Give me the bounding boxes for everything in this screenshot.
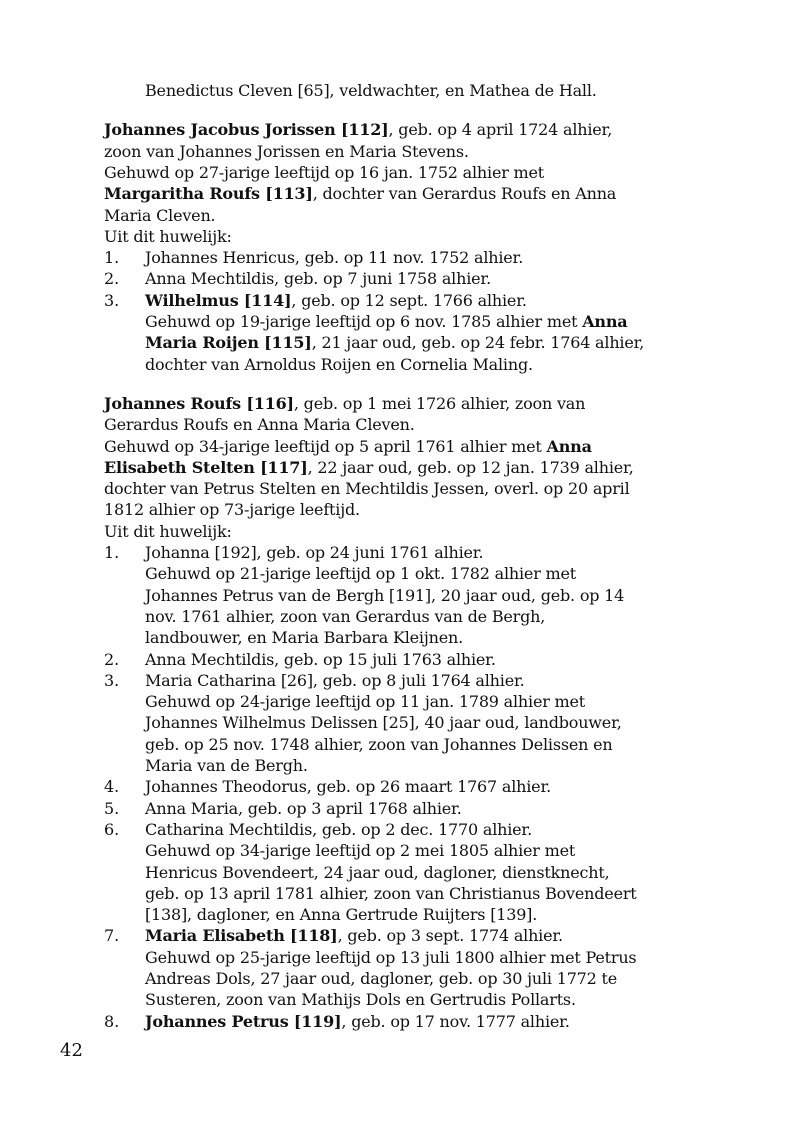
text-line bbox=[104, 205, 215, 226]
list-item-text bbox=[145, 247, 523, 268]
text-run: , geb. op 4 april 1724 alhier, bbox=[388, 120, 613, 140]
text-line bbox=[104, 226, 232, 247]
list-item-text bbox=[145, 798, 462, 819]
text-run: Johannes Petrus van de Bergh [191], 20 jaar oud, geb. op 14 bbox=[145, 585, 625, 605]
text-line bbox=[145, 904, 537, 925]
text-line bbox=[104, 457, 634, 478]
text-run: Gehuwd op 19-jarige leeftijd op 6 nov. 1785 alhier met bbox=[145, 312, 583, 331]
text-line bbox=[104, 119, 612, 140]
text-run: nov. 1761 alhier, zoon van Gerardus van de Bergh, bbox=[145, 606, 546, 626]
text-run: Gehuwd op 34-jarige leeftijd op 5 april 1761 alhier met bbox=[104, 436, 547, 456]
text-run: Henricus Bovendeert, 24 jaar oud, dagloner, dienstknecht, bbox=[145, 862, 610, 882]
text-run: landbouwer, en Maria Barbara Kleijnen. bbox=[145, 628, 463, 648]
bold-name: Johannes Roufs [116] bbox=[104, 393, 294, 413]
bold-name: Johannes Jacobus Jorissen [112] bbox=[104, 120, 389, 140]
list-item-text bbox=[145, 925, 563, 946]
text-line bbox=[145, 734, 613, 755]
text-run: , 22 jaar oud, geb. op 12 jan. 1739 alhier, bbox=[307, 457, 634, 477]
bold-name: Margaritha Roufs [113] bbox=[104, 184, 313, 204]
text-run: [138], dagloner, en Anna Gertrude Ruijters [139]. bbox=[145, 905, 538, 925]
text-line bbox=[104, 521, 232, 542]
text-line bbox=[145, 712, 622, 733]
text-run: Susteren, zoon van Mathijs Dols en Gertrudis Pollarts. bbox=[145, 990, 576, 1010]
text-run: 1812 alhier op 73-jarige leeftijd. bbox=[104, 500, 360, 520]
list-item-text bbox=[145, 776, 551, 797]
text-run: Maria van de Bergh. bbox=[145, 756, 308, 775]
text-run: Anna Mechtildis, geb. op 7 juni 1758 alhier. bbox=[145, 269, 491, 289]
bold-name: Elisabeth Stelten [117] bbox=[104, 457, 308, 477]
text-line bbox=[145, 947, 636, 968]
text-run: Johannes Wilhelmus Delissen [25], 40 jaar oud, landbouwer, bbox=[145, 713, 622, 733]
text-run: Johannes Henricus, geb. op 11 nov. 1752 alhier. bbox=[145, 248, 524, 268]
text-line bbox=[145, 563, 576, 584]
bold-name: Wilhelmus [114] bbox=[145, 290, 292, 310]
text-line bbox=[145, 755, 308, 776]
text-run: Gehuwd op 34-jarige leeftijd op 2 mei 1805 alhier met bbox=[145, 841, 576, 861]
list-item-text bbox=[145, 542, 483, 563]
text-run: Gehuwd op 27-jarige leeftijd op 16 jan. 1752 alhier met bbox=[104, 162, 545, 182]
text-run: dochter van Petrus Stelten en Mechtildis Jessen, overl. op 20 april bbox=[104, 479, 630, 499]
text-line bbox=[104, 499, 360, 520]
text-run: , geb. op 1 mei 1726 alhier, zoon van bbox=[293, 393, 586, 413]
text-line bbox=[145, 968, 617, 989]
text-run: , geb. op 12 sept. 1766 alhier. bbox=[291, 290, 527, 310]
list-number: 6. bbox=[104, 819, 120, 839]
text-line bbox=[104, 393, 585, 414]
text-line bbox=[145, 840, 575, 861]
list-number: 4. bbox=[104, 777, 120, 797]
text-run: Gehuwd op 25-jarige leeftijd op 13 juli 1800 alhier met Petrus bbox=[145, 947, 637, 967]
text-run: Catharina Mechtildis, geb. op 2 dec. 1770 alhier. bbox=[145, 819, 532, 839]
text-run: Anna Maria, geb. op 3 april 1768 alhier. bbox=[145, 798, 462, 818]
list-number: 2. bbox=[104, 269, 120, 289]
text-run: Benedictus Cleven [65], veldwachter, en Mathea de Hall. bbox=[145, 81, 597, 100]
text-run: Andreas Dols, 27 jaar oud, dagloner, geb. op 30 juli 1772 te bbox=[145, 969, 618, 988]
text-run: Maria Cleven. bbox=[104, 205, 216, 225]
bold-name: Johannes Petrus [119] bbox=[145, 1011, 342, 1031]
text-line bbox=[104, 436, 592, 457]
text-run: Gehuwd op 24-jarige leeftijd op 11 jan. 1789 alhier met bbox=[145, 692, 586, 712]
text-line bbox=[104, 478, 630, 499]
text-run: Gerardus Roufs en Anna Maria Cleven. bbox=[104, 415, 415, 435]
list-number: 3. bbox=[104, 290, 120, 310]
text-line bbox=[145, 585, 624, 606]
bold-name: Maria Roijen [115] bbox=[145, 333, 312, 353]
text-line bbox=[145, 691, 585, 712]
list-item-text bbox=[145, 290, 527, 311]
text-line bbox=[145, 80, 597, 101]
list-item-text bbox=[145, 819, 532, 840]
text-line bbox=[104, 141, 469, 162]
list-number: 7. bbox=[104, 926, 120, 946]
text-run: Maria Catharina [26], geb. op 8 juli 1764 alhier. bbox=[145, 670, 525, 690]
text-line bbox=[145, 606, 545, 627]
text-run: geb. op 13 april 1781 alhier, zoon van Christianus Bovendeert bbox=[145, 883, 637, 903]
text-run: , geb. op 17 nov. 1777 alhier. bbox=[341, 1011, 570, 1031]
list-number: 1. bbox=[104, 543, 120, 562]
list-number: 2. bbox=[104, 649, 120, 669]
list-number: 8. bbox=[104, 1011, 120, 1031]
text-run: Gehuwd op 21-jarige leeftijd op 1 okt. 1782 alhier met bbox=[145, 564, 576, 584]
text-line bbox=[145, 627, 463, 648]
text-line bbox=[145, 311, 627, 332]
page-number: 42 bbox=[60, 1040, 83, 1061]
text-line bbox=[145, 332, 644, 353]
list-item-text bbox=[145, 1011, 570, 1032]
text-line bbox=[104, 183, 616, 204]
list-item-text bbox=[145, 649, 496, 670]
list-number: 3. bbox=[104, 670, 120, 690]
text-run: , geb. op 3 sept. 1774 alhier. bbox=[337, 926, 563, 946]
text-line bbox=[104, 414, 415, 435]
list-number: 1. bbox=[104, 248, 120, 268]
list-item-text bbox=[145, 670, 525, 691]
text-run: Uit dit huwelijk: bbox=[104, 521, 232, 541]
text-run: zoon van Johannes Jorissen en Maria Stevens. bbox=[104, 141, 469, 161]
text-run: Anna Mechtildis, geb. op 15 juli 1763 alhier. bbox=[145, 649, 496, 669]
text-line bbox=[145, 862, 610, 883]
list-item-text bbox=[145, 268, 491, 289]
text-line bbox=[145, 989, 576, 1010]
bold-name: Anna bbox=[546, 436, 592, 456]
text-run: , 21 jaar oud, geb. op 24 febr. 1764 alhier, bbox=[311, 333, 645, 353]
text-line bbox=[145, 883, 637, 904]
text-run: , dochter van Gerardus Roufs en Anna bbox=[312, 184, 617, 204]
bold-name: Anna bbox=[582, 312, 628, 331]
text-run: Johanna [192], geb. op 24 juni 1761 alhier. bbox=[145, 543, 484, 562]
text-run: dochter van Arnoldus Roijen en Cornelia Maling. bbox=[145, 354, 533, 374]
bold-name: Maria Elisabeth [118] bbox=[145, 926, 338, 946]
list-number: 5. bbox=[104, 798, 120, 818]
text-line bbox=[145, 354, 533, 375]
text-line bbox=[104, 162, 544, 183]
text-run: Johannes Theodorus, geb. op 26 maart 1767 alhier. bbox=[145, 777, 552, 797]
text-run: Uit dit huwelijk: bbox=[104, 226, 232, 246]
text-run: geb. op 25 nov. 1748 alhier, zoon van Johannes Delissen en bbox=[145, 734, 613, 754]
